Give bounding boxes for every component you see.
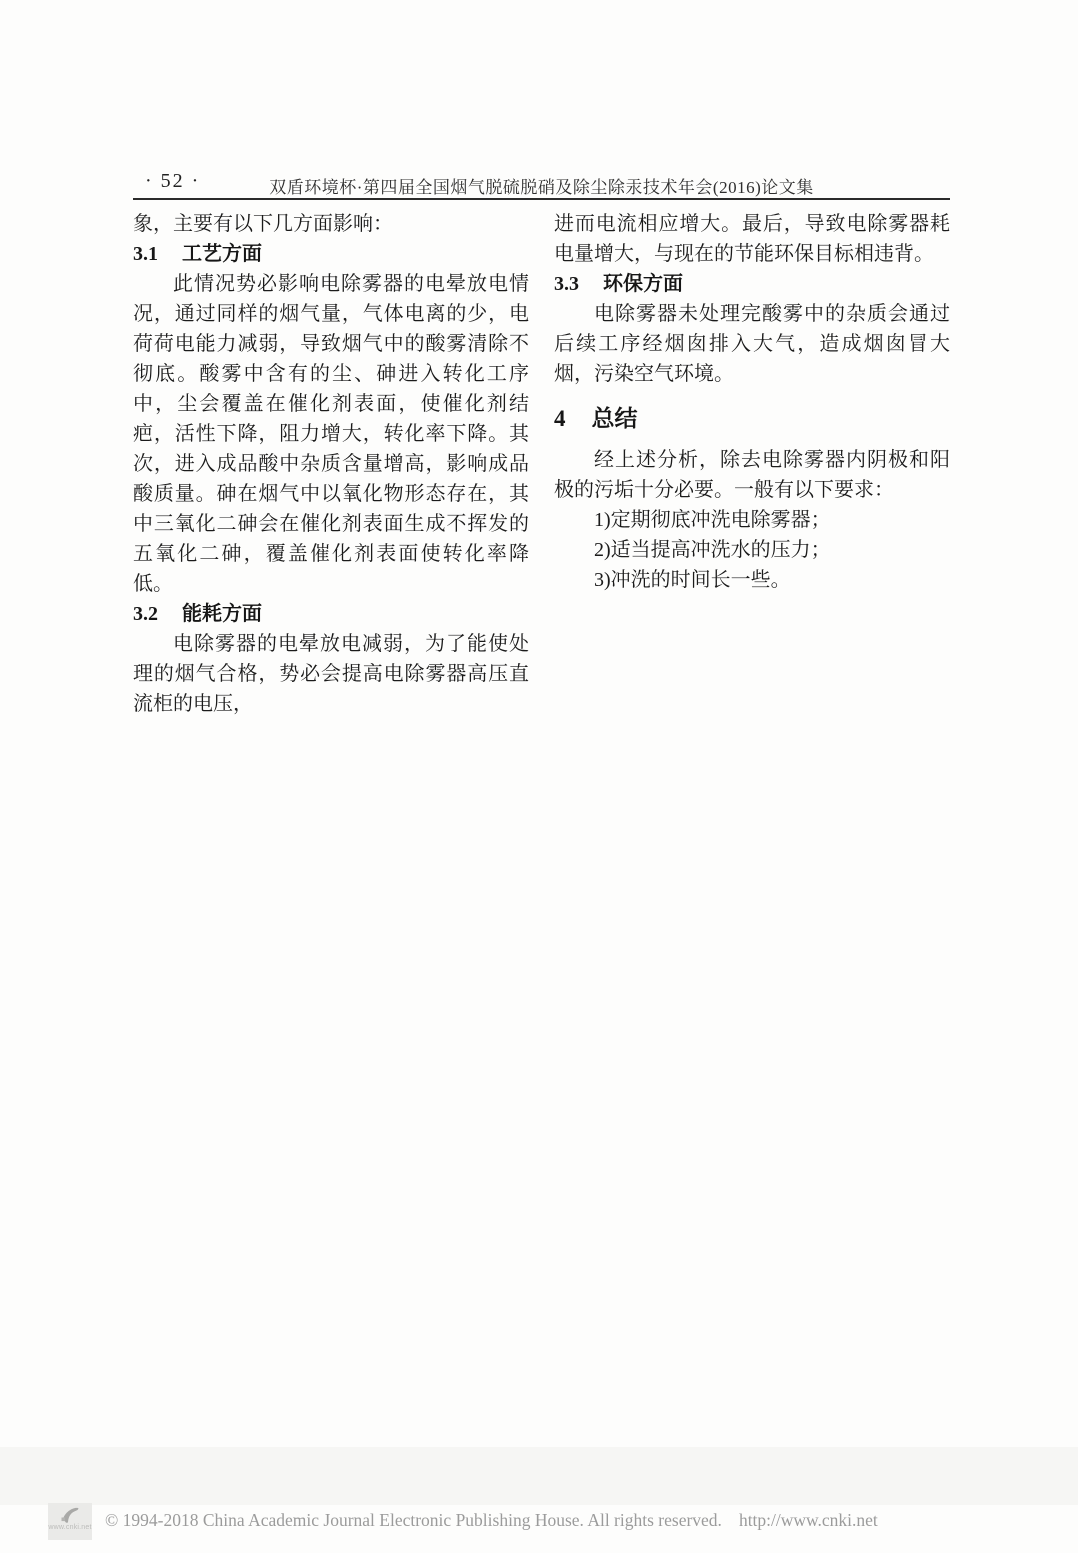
proceedings-title: 双盾环境杯·第四届全国烟气脱硫脱硝及除尘除汞技术年会(2016)论文集 bbox=[269, 178, 814, 197]
list-item: 3)冲洗的时间长一些。 bbox=[594, 569, 791, 591]
section-number: 3.1 bbox=[133, 243, 158, 265]
list-item: 1)定期彻底冲洗电除雾器； bbox=[594, 509, 831, 531]
paragraph: 此情况势必影响电除雾器的电晕放电情况，通过同样的烟气量，气体电离的少，电荷荷电能力减弱，导致烟气中的酸雾清除不彻底。酸雾中含有的尘、砷进入转化工序中，尘会覆盖在催化剂表面，使催化剂结疤，活性下降，阻力增大，转化率下降。其次，进入成品酸中杂质含量增高，影响成品酸质量。砷在烟气中以氧化物形态存在，其中三氧化二砷会在催化剂表面生成不挥发的五氧化二砷，覆盖催化剂表面使转化率降低。 bbox=[133, 273, 529, 595]
continuation-paragraph: 象，主要有以下几方面影响： bbox=[133, 213, 393, 235]
section-number: 4 bbox=[554, 406, 566, 431]
section-heading-3-1 bbox=[133, 239, 529, 269]
list-item: 2)适当提高冲洗水的压力； bbox=[594, 539, 831, 561]
page-header bbox=[133, 168, 950, 199]
section-title: 工艺方面 bbox=[182, 243, 262, 265]
cnki-logo-icon bbox=[48, 1503, 92, 1540]
cnki-logo-caption: www.cnki.net bbox=[48, 1524, 92, 1531]
page-number: · 52 · bbox=[145, 170, 201, 192]
article-body bbox=[133, 209, 950, 719]
cnki-swoosh-icon bbox=[58, 1506, 82, 1524]
paragraph: 电除雾器未处理完酸雾中的杂质会通过后续工序经烟囱排入大气，造成烟囱冒大烟，污染空气环境。 bbox=[554, 303, 950, 385]
footer-url: http://www.cnki.net bbox=[738, 1510, 878, 1530]
page-footer bbox=[0, 1490, 1078, 1553]
continuation-paragraph: 进而电流相应增大。最后，导致电除雾器耗电量增大，与现在的节能环保目标相违背。 bbox=[554, 213, 950, 265]
paragraph: 电除雾器的电晕放电减弱，为了能使处理的烟气合格，势必会提高电除雾器高压直流柜的电压， bbox=[133, 633, 529, 715]
section-heading-4 bbox=[554, 401, 950, 436]
section-title: 能耗方面 bbox=[182, 603, 262, 625]
copyright-text: © 1994-2018 China Academic Journal Electronic Publishing House. All rights reserved. bbox=[105, 1510, 722, 1530]
left-column bbox=[133, 209, 529, 719]
footer-copyright-line bbox=[105, 1510, 878, 1531]
section-heading-3-2 bbox=[133, 599, 529, 629]
section-heading-3-3 bbox=[554, 269, 950, 299]
paragraph: 经上述分析，除去电除雾器内阴极和阳极的污垢十分必要。一般有以下要求： bbox=[554, 449, 950, 501]
section-number: 3.3 bbox=[554, 273, 579, 295]
section-title: 总结 bbox=[591, 405, 638, 431]
header-rule-divider bbox=[133, 198, 950, 200]
right-column bbox=[554, 209, 950, 719]
section-number: 3.2 bbox=[133, 603, 158, 625]
section-title: 环保方面 bbox=[603, 273, 683, 295]
